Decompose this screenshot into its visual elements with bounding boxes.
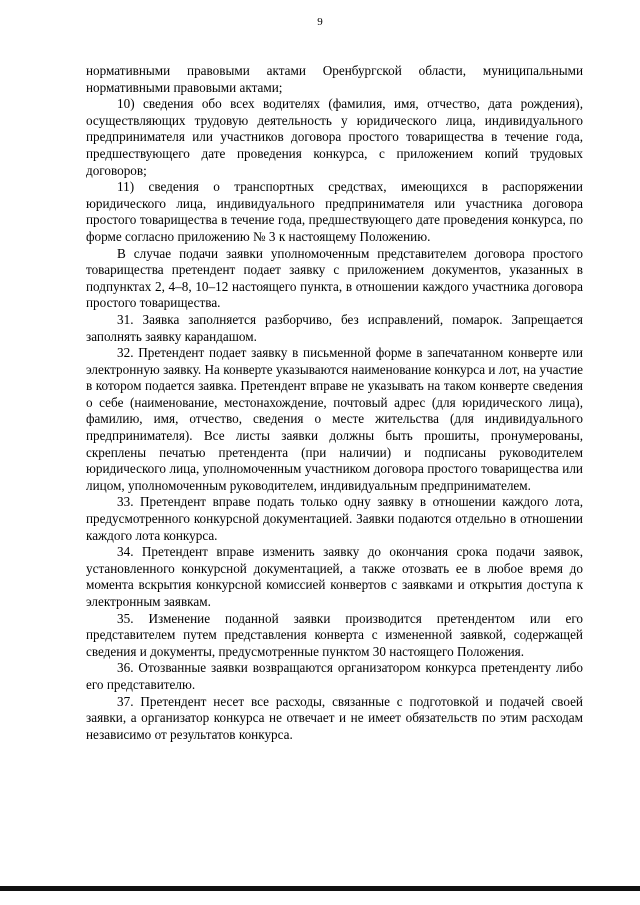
paragraph-clause-32: 32. Претендент подает заявку в письменной форме в запечатанном конверте или электронную заявку. На конверте указываются наименование конкурса и лот, на участие в котором подается заявка. Претендент вправе не указывать на таком конверте сведения о себе (наименование, местонахождение, почтовый адрес (для юридического лица), фамилию, имя, отчество, сведения о месте жительства (для индивидуального предпринимателя). Все листы заявки должны быть прошиты, пронумерованы, скреплены печатью претендента (при наличии) и подписаны руководителем юридического лица, уполномоченным участником договора простого товарищества или лицом, уполномоченным руководителем, индивидуальным предпринимателем. — [86, 345, 583, 493]
paragraph-clause-35: 35. Изменение поданной заявки производится претендентом или его представителем путем представления конверта с измененной заявкой, содержащей сведения и документы, предусмотренные пунктом 30 настоящего Положения. — [86, 610, 583, 659]
paragraph-representative-case: В случае подачи заявки уполномоченным представителем договора простого товарищества претендент подает заявку с приложением документов, указанных в подпунктах 2, 4–8, 10–12 настоящего пункта, в отношении каждого участника договора простого товарищества. — [86, 245, 583, 311]
page-number: 9 — [317, 16, 323, 28]
paragraph-clause-34: 34. Претендент вправе изменить заявку до окончания срока подачи заявок, установленного конкурсной документацией, а также отозвать ее в любое время до момента вскрытия конкурсной комиссией конвертов с заявками и открытия доступа к электронным заявкам. — [86, 544, 583, 609]
paragraph-clause-33: 33. Претендент вправе подать только одну заявку в отношении каждого лота, предусмотренного конкурсной документацией. Заявки подаются отдельно в отношении каждого лота конкурса. — [86, 494, 583, 543]
paragraph-clause-36: 36. Отозванные заявки возвращаются организатором конкурса претенденту либо его представителю. — [86, 660, 583, 692]
paragraph-clause-37: 37. Претендент несет все расходы, связанные с подготовкой и подачей своей заявки, а организатор конкурса не отвечает и не имеет обязательств по этим расходам независимо от результатов конкурса. — [86, 693, 583, 742]
body-text — [86, 63, 583, 743]
paragraph-continuation: нормативными правовыми актами Оренбургской области, муниципальными нормативными правовыми актами; — [86, 63, 583, 95]
paragraph-item-11: 11) сведения о транспортных средствах, имеющихся в распоряжении юридического лица, индивидуального предпринимателя или участника договора простого товарищества в течение года, предшествующего дате проведения конкурса, по форме согласно приложению № 3 к настоящему Положению. — [86, 179, 583, 244]
scan-bottom-edge — [0, 886, 640, 891]
paragraph-item-10: 10) сведения обо всех водителях (фамилия, имя, отчество, дата рождения), осуществляющих трудовую деятельность у юридического лица, индивидуального предпринимателя или участников договора простого товарищества в течение года, предшествующего дате проведения конкурса, с приложением копий трудовых договоров; — [86, 96, 583, 178]
paragraph-clause-31: 31. Заявка заполняется разборчиво, без исправлений, помарок. Запрещается заполнять заявку карандашом. — [86, 311, 583, 344]
